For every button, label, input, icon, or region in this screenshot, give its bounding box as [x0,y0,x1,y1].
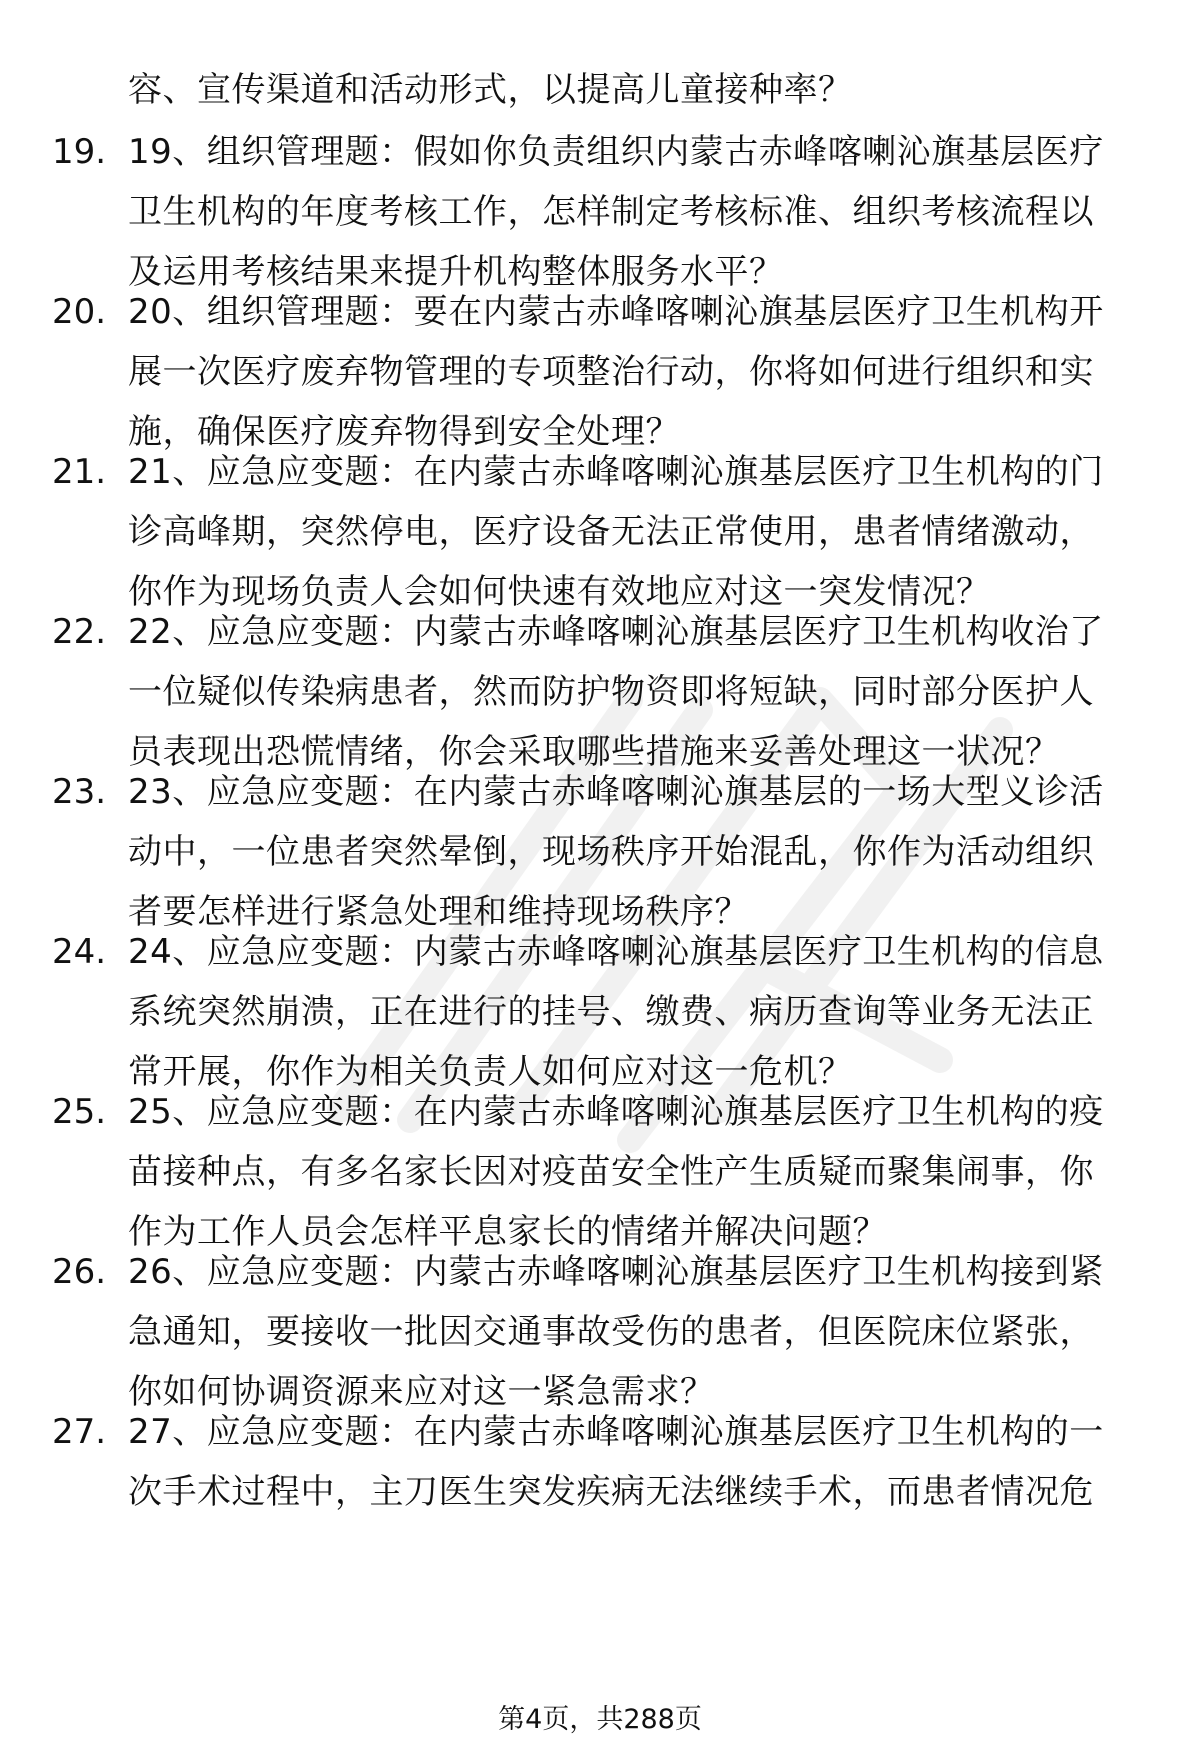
question-number: 25. [52,1092,107,1132]
question-text-line: 一位疑似传染病患者，然而防护物资即将短缺，同时部分医护人 [128,672,1094,712]
question-text-line: 者要怎样进行紧急处理和维持现场秩序？ [128,892,749,932]
question-text-line: 诊高峰期，突然停电，医疗设备无法正常使用，患者情绪激动， [128,512,1094,552]
question-number: 19. [52,132,107,172]
question-text-line: 你如何协调资源来应对这一紧急需求？ [128,1372,715,1412]
question-text [128,1082,1148,1262]
question-text-line: 26、应急应变题：内蒙古赤峰喀喇沁旗基层医疗卫生机构接到紧 [128,1252,1104,1292]
question-text [128,442,1148,622]
question-number: 26. [52,1252,107,1292]
question-number: 24. [52,932,107,972]
question-text-line: 作为工作人员会怎样平息家长的情绪并解决问题？ [128,1212,887,1252]
question-text [128,122,1148,302]
question-text-line: 25、应急应变题：在内蒙古赤峰喀喇沁旗基层医疗卫生机构的疫 [128,1092,1104,1132]
continued-question-line: 容、宣传渠道和活动形式，以提高儿童接种率？ [128,70,853,110]
question-text-line: 系统突然崩溃，正在进行的挂号、缴费、病历查询等业务无法正 [128,992,1094,1032]
question-text-line: 及运用考核结果来提升机构整体服务水平？ [128,252,784,292]
question-number: 27. [52,1412,107,1452]
question-number: 23. [52,772,107,812]
question-text-line: 苗接种点，有多名家长因对疫苗安全性产生质疑而聚集闹事，你 [128,1152,1094,1192]
question-number: 22. [52,612,107,652]
question-text-line: 次手术过程中，主刀医生突发疾病无法继续手术，而患者情况危 [128,1472,1094,1512]
question-text [128,762,1148,942]
question-text [128,602,1148,782]
question-text-line: 24、应急应变题：内蒙古赤峰喀喇沁旗基层医疗卫生机构的信息 [128,932,1104,972]
question-text-line: 19、组织管理题：假如你负责组织内蒙古赤峰喀喇沁旗基层医疗 [128,132,1104,172]
question-number: 21. [52,452,107,492]
question-text [128,1402,1148,1522]
question-text [128,922,1148,1102]
question-text [128,282,1148,462]
question-text-line: 展一次医疗废弃物管理的专项整治行动，你将如何进行组织和实 [128,352,1094,392]
question-text-line: 动中，一位患者突然晕倒，现场秩序开始混乱，你作为活动组织 [128,832,1094,872]
question-text-line: 员表现出恐慌情绪，你会采取哪些措施来妥善处理这一状况？ [128,732,1060,772]
question-text-line: 急通知，要接收一批因交通事故受伤的患者，但医院床位紧张， [128,1312,1094,1352]
question-number: 20. [52,292,107,332]
question-text-line: 你作为现场负责人会如何快速有效地应对这一突发情况？ [128,572,991,612]
question-text-line: 20、组织管理题：要在内蒙古赤峰喀喇沁旗基层医疗卫生机构开 [128,292,1104,332]
question-text-line: 施，确保医疗废弃物得到安全处理？ [128,412,680,452]
question-text-line: 23、应急应变题：在内蒙古赤峰喀喇沁旗基层的一场大型义诊活 [128,772,1104,812]
question-text-line: 27、应急应变题：在内蒙古赤峰喀喇沁旗基层医疗卫生机构的一 [128,1412,1104,1452]
question-text-line: 常开展，你作为相关负责人如何应对这一危机？ [128,1052,853,1092]
question-text-line: 22、应急应变题：内蒙古赤峰喀喇沁旗基层医疗卫生机构收治了 [128,612,1104,652]
page-number-footer: 第4页，共288页 [498,1704,702,1735]
question-text-line: 卫生机构的年度考核工作，怎样制定考核标准、组织考核流程以 [128,192,1094,232]
question-text [128,1242,1148,1422]
question-text-line: 21、应急应变题：在内蒙古赤峰喀喇沁旗基层医疗卫生机构的门 [128,452,1104,492]
